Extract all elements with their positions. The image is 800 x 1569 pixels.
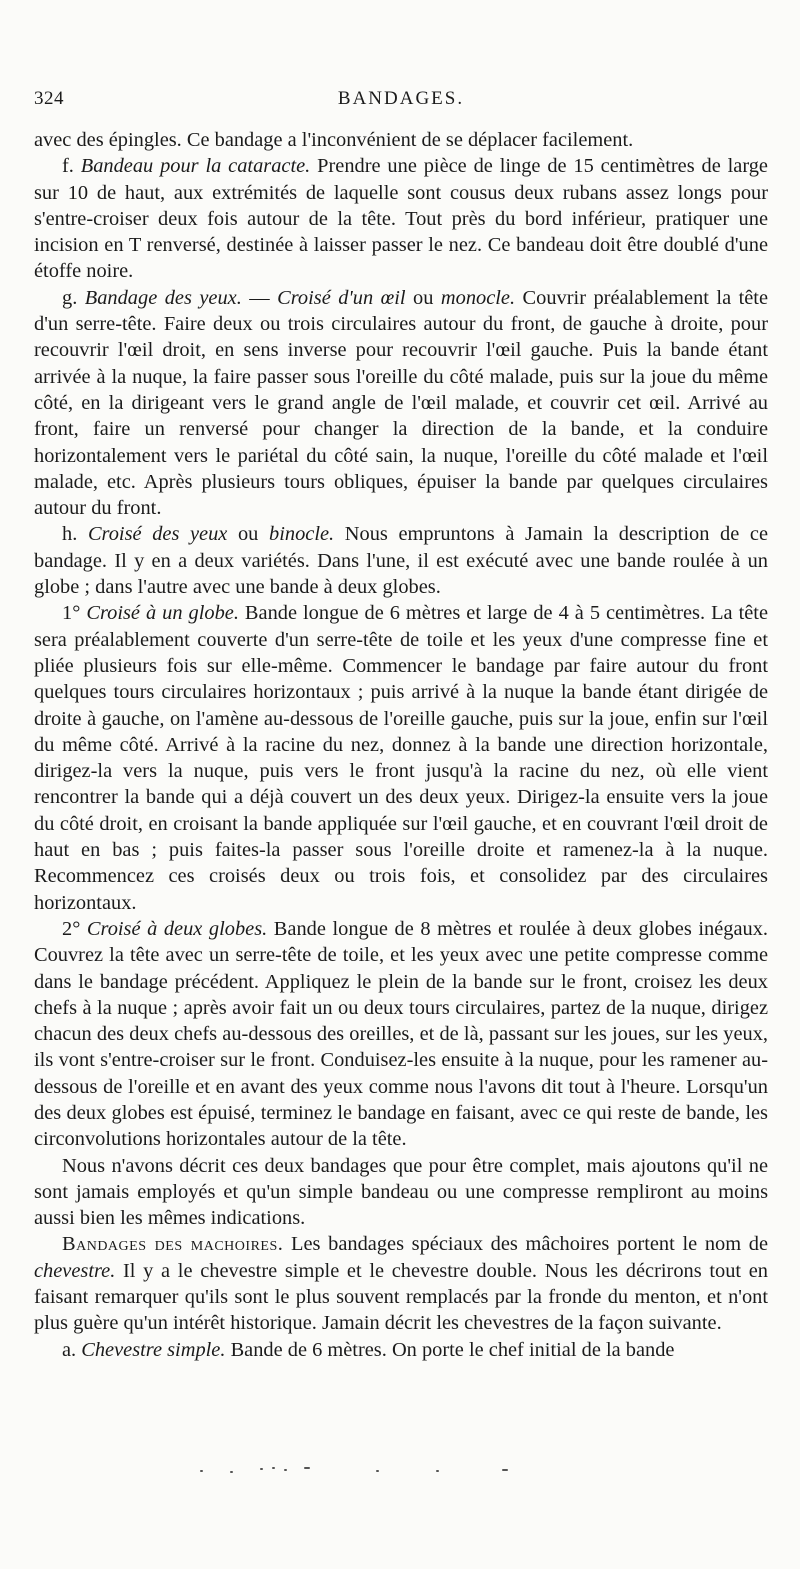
text-run: Bande longue de 6 mètres et large de 4 à 5 centimètres. La tête sera préalablement couverte d'un serre-tête de toile et les yeux d'une compresse fine et pliée plusieurs fois sur elle-même. Commencer le bandage par faire autour du front quelques tours circulaires horizontaux ; puis arrivé à la nuque la bande étant dirigée de droite à gauche, on l'amène au-dessous de l'oreille gauche, puis sur la joue, enfin sur l'œil du même côté. Arrivé à la racine du nez, donnez à la bande une direction horizontale, dirigez-la vers la nuque, puis vers le front jusqu'à la racine du nez, où elle vient rencontrer la bande qui a déjà couvert un des deux yeux. Dirigez-la ensuite vers la joue du côté droit, en croisant la bande appliquée sur l'œil gauche, et en couvrant l'œil droit de haut en bas ; puis faites-la passer sous l'oreille droite et ramenez-la à la nuque. Recommencez ces croisés deux ou trois fois, et consolidez par des circulaires horizontaux. [34,602,769,914]
text-run: g. [62,286,85,309]
text-run: Il y a le chevestre simple et le chevestre double. Nous les décrirons tout en faisant remarquer qu'ils sont le plus souvent remplacés par la fronde du menton, et n'ont plus guère qu'un intérêt historique. Jamain décrit les chevestres de la façon suivante. [34,1259,768,1335]
paragraph [34,1153,768,1232]
text-run: Bande longue de 8 mètres et roulée à deux globes inégaux. Couvrez la tête avec un serre-tête de toile, et les yeux avec une petite compresse comme dans le bandage précédent. Appliquez le plein de la bande sur le front, croisez les deux chefs à la nuque ; après avoir fait un ou deux tours circulaires, partez de la nuque, dirigez chacun des deux chefs au-dessous des oreilles, et de là, passant sur les joues, sur les yeux, ils vont s'entre-croiser sur le front. Conduisez-les ensuite à la nuque, pour les ramener au-dessous de l'oreille et en avant des yeux comme nous l'avons dit tout à l'heure. Lorsqu'un des deux globes est épuisé, terminez le bandage en faisant, avec ce qui reste de bande, les circonvolutions horizontales autour de la tête. [34,917,769,1151]
italic-phrase: Croisé à un globe. [86,602,239,625]
text-run: 1° [62,602,87,625]
text-run: avec des épingles. Ce bandage a l'inconvénient de se déplacer facilement. [34,129,634,151]
italic-phrase: Chevestre simple. [81,1338,226,1361]
text-run: 2° [62,917,87,940]
text-run: a. [62,1338,82,1361]
paragraph [34,521,768,600]
italic-phrase: binocle. [269,523,335,546]
page-header [34,88,768,118]
text-run: Bande de 6 mètres. On porte le chef initial de la bande [225,1338,675,1361]
text-run: ou [405,286,441,309]
italic-phrase: chevestre. [34,1259,116,1282]
paragraph [34,153,768,284]
italic-phrase: monocle. [440,286,516,309]
italic-phrase: Croisé d'un œil [277,286,406,309]
page-body [34,127,768,1363]
text-run: Couvrir préalablement la tête d'un serre-tête. Faire deux ou trois circulaires autour du front, de gauche à droite, pour recouvrir l'œil droit, en sens inverse pour recouvrir l'œil gauche. Puis la bande étant arrivée à la nuque, la faire passer sous l'oreille du côté malade, puis sur la joue du même côté, en la dirigeant vers le grand angle de l'œil malade, et couvrir cet œil. Arrivé au front, faire un renversé pour changer la direction de la bande, et la conduire horizontalement vers le pariétal du côté sain, la nuque, l'oreille du côté malade et l'œil malade, etc. Après plusieurs tours obliques, épuiser la bande par quelques circulaires autour du front. [34,286,769,520]
italic-phrase: Croisé des yeux [87,523,228,546]
text-run: f. [62,155,81,178]
text-run: ou [227,523,270,546]
italic-phrase: Bandeau pour la cataracte. [80,155,311,178]
text-run: Les bandages spéciaux des mâchoires portent le nom de [283,1233,769,1256]
paragraph [34,1337,768,1363]
paragraph [34,600,768,916]
page-number: 324 [34,88,64,109]
section-heading: Bandages des machoires. [62,1233,284,1256]
italic-phrase: Bandage des yeux. [84,286,242,309]
text-run: Nous empruntons à Jamain la description de ce bandage. Il y en a deux variétés. Dans l'une, il est exécuté avec une bande roulée à un globe ; dans l'autre avec une bande à deux globes. [34,523,768,599]
text-run: Prendre une pièce de linge de 15 centimètres de large sur 10 de haut, aux extrémités de laquelle sont cousus deux rubans assez longs pour s'entre-croiser deux fois autour de la tête. Tout près du bord inférieur, pratiquer une incision en T renversé, destinée à laisser passer le nez. Ce bandeau doit être doublé d'une étoffe noire. [34,155,768,283]
text-run: — [241,286,278,309]
print-specks [200,1466,540,1476]
paragraph [34,285,768,522]
text-run: h. [62,523,88,546]
paragraph [34,127,768,153]
text-run: Nous n'avons décrit ces deux bandages que pour être complet, mais ajoutons qu'il ne sont jamais employés et qu'un simple bandeau ou une compresse rempliront au moins aussi bien les mêmes indications. [34,1154,768,1230]
paragraph [34,916,768,1153]
paragraph [34,1231,768,1336]
running-title: BANDAGES. [337,88,465,109]
italic-phrase: Croisé à deux globes. [86,917,268,940]
